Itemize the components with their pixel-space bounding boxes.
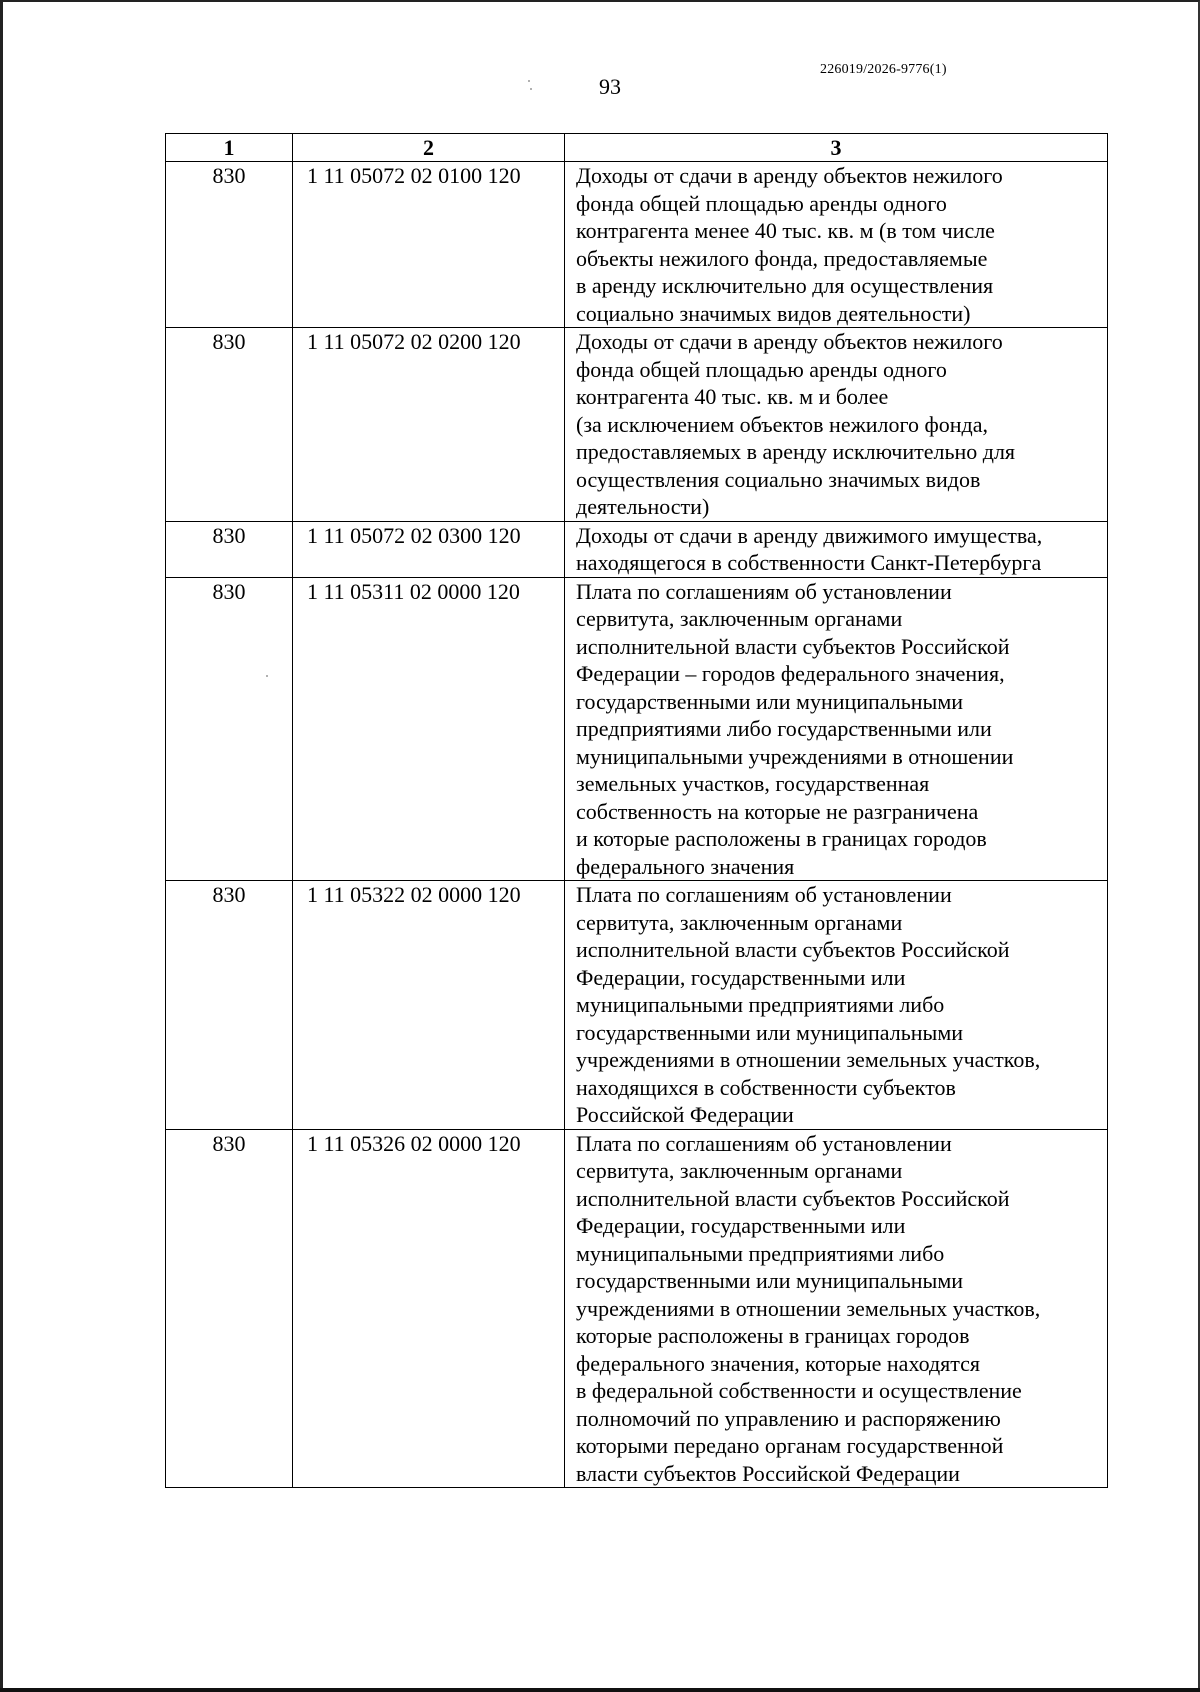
admin-code-cell: 830 — [166, 328, 293, 522]
table-row — [166, 521, 1108, 577]
kbk-code-cell: 1 11 05322 02 0000 120 — [293, 881, 565, 1130]
kbk-code-cell: 1 11 05311 02 0000 120 — [293, 577, 565, 881]
kbk-code-cell: 1 11 05326 02 0000 120 — [293, 1129, 565, 1488]
description-cell: Плата по соглашениям об установлении сервитута, заключенным органами исполнительной власти субъектов Российской Федерации – городов федерального значения, государственными или муниципальными предприятиями либо государственными или муниципальными учреждениями в отношении земельных участков, государственная собственность на которые не разграничена и которые расположены в границах городов федерального значения — [565, 577, 1108, 881]
description-cell: Доходы от сдачи в аренду объектов нежилого фонда общей площадью аренды одного контрагента 40 тыс. кв. м и более (за исключением объектов нежилого фонда, предоставляемых в аренду исключительно для осуществления социально значимых видов деятельности) — [565, 328, 1108, 522]
admin-code-cell: 830 — [166, 577, 293, 881]
admin-code-cell: 830 — [166, 162, 293, 328]
column-header: 1 — [166, 134, 293, 162]
column-header: 3 — [565, 134, 1108, 162]
page-number: 93 — [599, 74, 621, 99]
table-header-row — [166, 134, 1108, 162]
kbk-code-cell: 1 11 05072 02 0100 120 — [293, 162, 565, 328]
document-id: 226019/2026-9776(1) — [820, 62, 947, 77]
table-row — [166, 328, 1108, 522]
budget-codes-table — [165, 133, 1108, 1488]
admin-code-cell: 830 — [166, 881, 293, 1130]
admin-code-cell: 830 — [166, 521, 293, 577]
description-cell: Доходы от сдачи в аренду объектов нежилого фонда общей площадью аренды одного контрагента менее 40 тыс. кв. м (в том числе объекты нежилого фонда, предоставляемые в аренду исключительно для осуществления социально значимых видов деятельности) — [565, 162, 1108, 328]
description-cell: Плата по соглашениям об установлении сервитута, заключенным органами исполнительной власти субъектов Российской Федерации, государственными или муниципальными предприятиями либо государственными или муниципальными учреждениями в отношении земельных участков, находящихся в собственности субъектов Российской Федерации — [565, 881, 1108, 1130]
scan-bottom-edge — [0, 1688, 1200, 1692]
description-cell: Плата по соглашениям об установлении сервитута, заключенным органами исполнительной власти субъектов Российской Федерации, государственными или муниципальными предприятиями либо государственными или муниципальными учреждениями в отношении земельных участков, которые расположены в границах городов федерального значения, которые находятся в федеральной собственности и осуществление полномочий по управлению и распоряжению которыми передано органам государственной власти субъектов Российской Федерации — [565, 1129, 1108, 1488]
table-row — [166, 881, 1108, 1130]
scan-speck — [528, 80, 530, 82]
kbk-code-cell: 1 11 05072 02 0200 120 — [293, 328, 565, 522]
table-row — [166, 162, 1108, 328]
column-header: 2 — [293, 134, 565, 162]
table-row — [166, 577, 1108, 881]
table-row — [166, 1129, 1108, 1488]
admin-code-cell: 830 — [166, 1129, 293, 1488]
description-cell: Доходы от сдачи в аренду движимого имущества, находящегося в собственности Санкт-Петербурга — [565, 521, 1108, 577]
kbk-code-cell: 1 11 05072 02 0300 120 — [293, 521, 565, 577]
scan-speck — [530, 88, 532, 90]
